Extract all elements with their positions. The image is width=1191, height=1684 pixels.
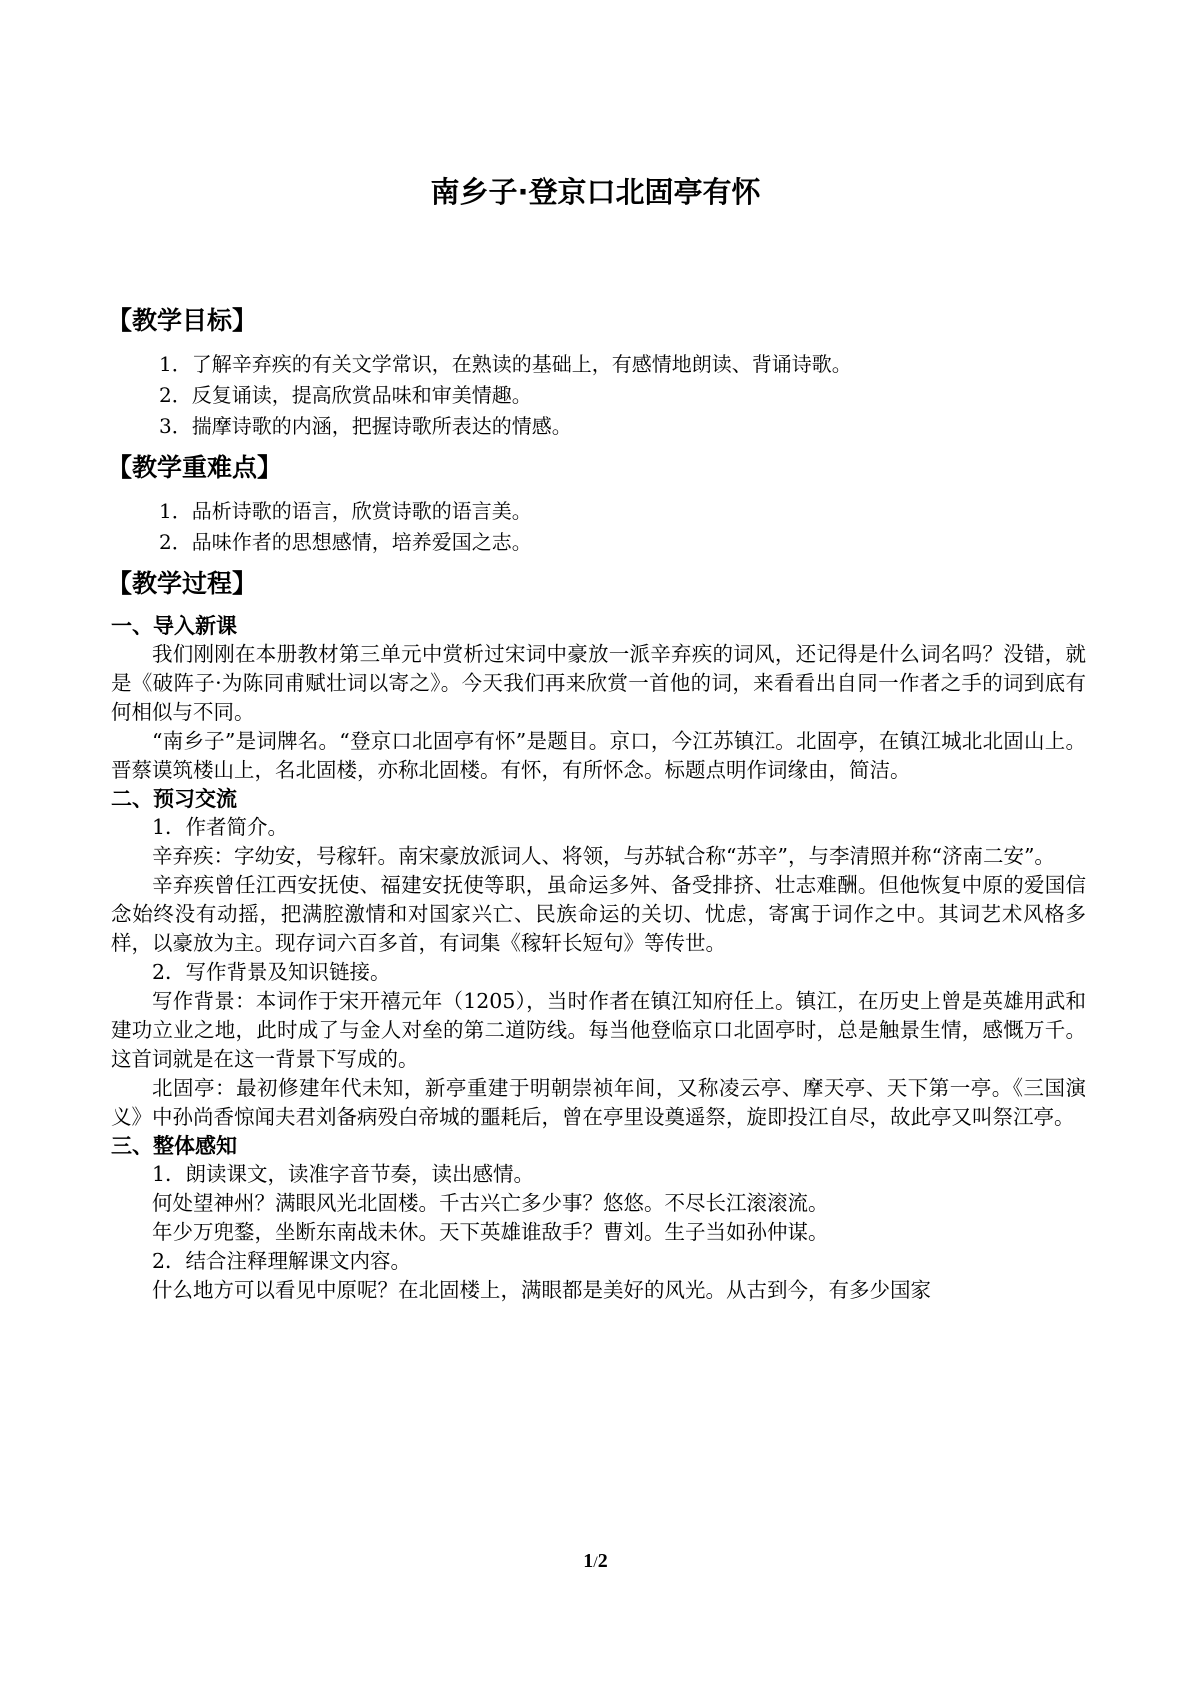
page-title: 南乡子·登京口北固亭有怀 [430, 175, 761, 209]
current-page: 1 [583, 1550, 594, 1572]
paragraph: 2．结合注释理解课文内容。 [152, 1249, 412, 1273]
page-number [0, 1548, 1191, 1576]
paragraph: 什么地方可以看见中原呢？在北固楼上，满眼都是美好的风光。从古到今，有多少国家 [152, 1278, 931, 1302]
paragraph: 辛弃疾：字幼安，号稼轩。南宋豪放派词人、将领，与苏轼合称“苏辛”，与李清照并称“济南二安”。 [152, 844, 1055, 868]
section-heading-intro: 一、导入新课 [111, 614, 237, 638]
difficulties-list [111, 496, 1086, 558]
list-item: 1．品析诗歌的语言，欣赏诗歌的语言美。 [159, 499, 532, 523]
document-body [107, 301, 1086, 1305]
total-pages: 2 [597, 1550, 608, 1572]
objectives-list [111, 349, 1086, 442]
list-item: 3．揣摩诗歌的内涵，把握诗歌所表达的情感。 [159, 414, 572, 438]
difficulties-heading: 【教学重难点】 [107, 453, 283, 482]
paragraph: 北固亭：最初修建年代未知，新亭重建于明朝崇祯年间，又称凌云亭、摩天亭、天下第一亭。《三国演义》中孙尚香惊闻夫君刘备病殁白帝城的噩耗后，曾在亭里设奠遥祭，旋即投江自尽，故此亭又叫祭江亭。 [111, 1076, 1086, 1129]
list-item: 2．反复诵读，提高欣赏品味和审美情趣。 [159, 383, 532, 407]
paragraph: “南乡子”是词牌名。“登京口北固亭有怀”是题目。京口，今江苏镇江。北固亭，在镇江城北北固山上。晋蔡谟筑楼山上，名北固楼，亦称北固楼。有怀，有所怀念。标题点明作词缘由，简洁。 [111, 729, 1086, 782]
page-separator: / [593, 1554, 598, 1571]
section-heading-preview: 二、预习交流 [111, 787, 237, 811]
list-item: 1．了解辛弃疾的有关文学常识，在熟读的基础上，有感情地朗读、背诵诗歌。 [159, 352, 852, 376]
process-heading: 【教学过程】 [107, 569, 258, 598]
paragraph: 辛弃疾曾任江西安抚使、福建安抚使等职，虽命运多舛、备受排挤、壮志难酬。但他恢复中原的爱国信念始终没有动摇，把满腔激情和对国家兴亡、民族命运的关切、忧虑，寄寓于词作之中。其词艺术风格多样，以豪放为主。现存词六百多首，有词集《稼轩长短句》等传世。 [111, 873, 1086, 955]
list-item: 2．品味作者的思想感情，培养爱国之志。 [159, 530, 532, 554]
poem-line: 年少万兜鍪，坐断东南战未休。天下英雄谁敌手？曹刘。生子当如孙仲谋。 [152, 1220, 829, 1244]
section-heading-overview: 三、整体感知 [111, 1134, 237, 1158]
paragraph: 写作背景：本词作于宋开禧元年（1205），当时作者在镇江知府任上。镇江，在历史上曾是英雄用武和建功立业之地，此时成了与金人对垒的第二道防线。每当他登临京口北固亭时，总是触景生情，感慨万千。这首词就是在这一背景下写成的。 [111, 989, 1086, 1071]
paragraph: 1．朗读课文，读准字音节奏，读出感情。 [152, 1162, 535, 1186]
poem-line: 何处望神州？满眼风光北固楼。千古兴亡多少事？悠悠。不尽长江滚滚流。 [152, 1191, 829, 1215]
paragraph: 我们刚刚在本册教材第三单元中赏析过宋词中豪放一派辛弃疾的词风，还记得是什么词名吗？没错，就是《破阵子·为陈同甫赋壮词以寄之》。今天我们再来欣赏一首他的词，来看看出自同一作者之手的词到底有何相似与不同。 [111, 642, 1086, 724]
objectives-heading: 【教学目标】 [107, 306, 258, 335]
paragraph: 1．作者简介。 [152, 815, 289, 839]
paragraph: 2．写作背景及知识链接。 [152, 960, 391, 984]
